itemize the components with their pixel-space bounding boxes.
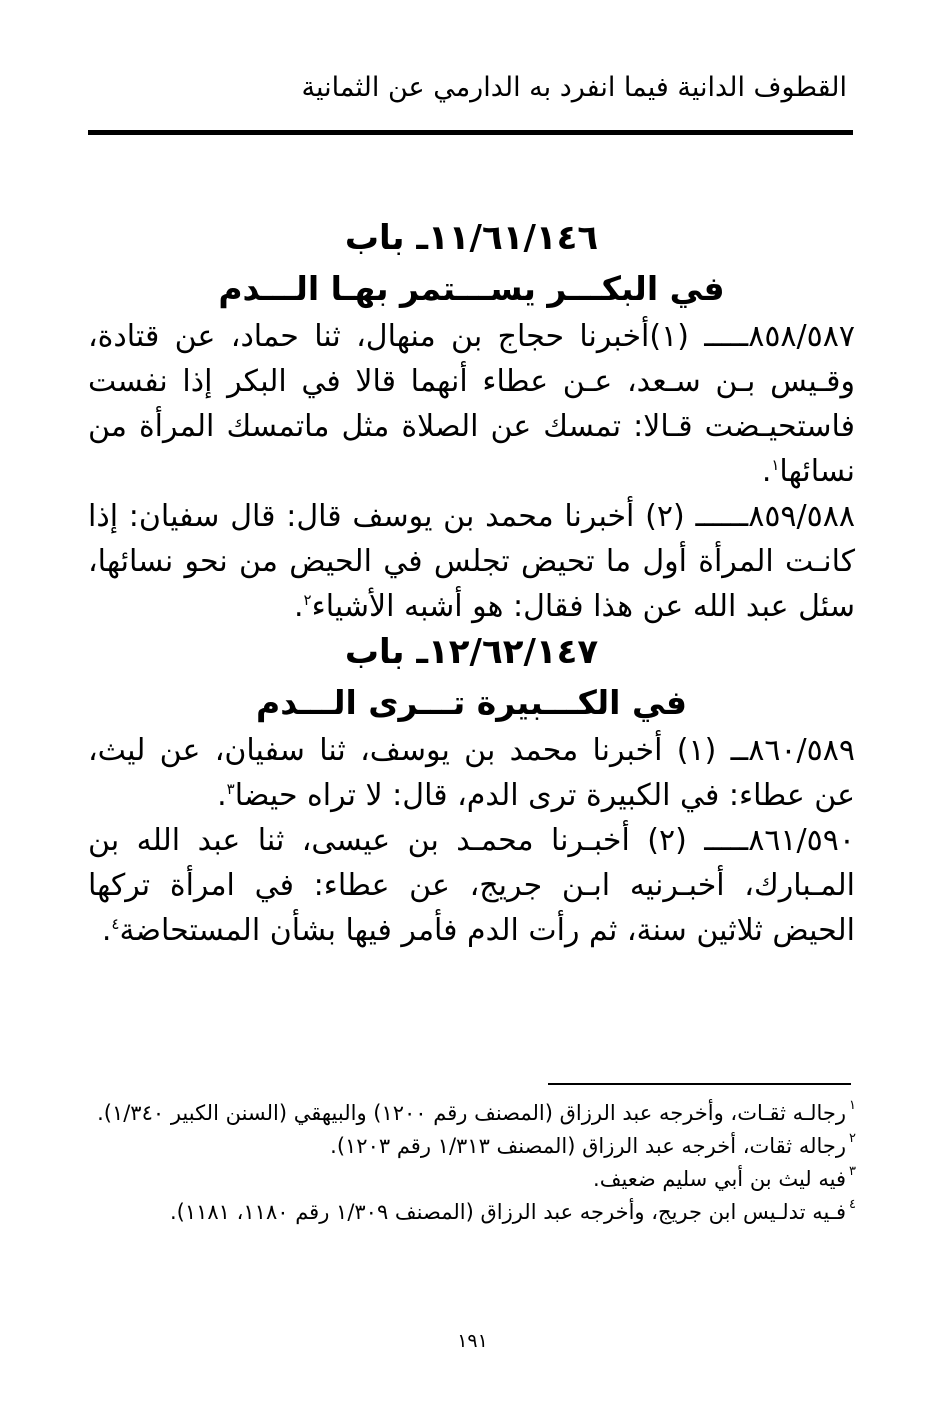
footnote (84, 1196, 856, 1229)
footnote-marker[interactable]: ٢ (303, 591, 312, 609)
footnote-marker[interactable]: ٣ (226, 780, 235, 798)
hadith-paragraph (88, 494, 855, 629)
footnote-text: فيه ليث بن أبي سليم ضعيف. (593, 1167, 846, 1191)
bab-heading: ١١/٦١/١٤٦ـ باب (344, 218, 599, 258)
section-2 (88, 626, 855, 953)
footnote-text: رجالـه ثقـات، وأخرجه عبد الرزاق (المصنف رقم ١٢٠٠) والبيهقي (السنن الكبير ١/٣٤٠). (97, 1101, 846, 1125)
footnote-number: ٤ (849, 1197, 856, 1212)
footnote-number: ٢ (849, 1131, 856, 1146)
footnote-number: ١ (849, 1098, 856, 1113)
footnote-text: فـيه تدلـيس ابن جريج، وأخرجه عبد الرزاق (المصنف ١/٣٠٩ رقم ١١٨٠، ١١٨١). (169, 1200, 846, 1224)
footnote-marker[interactable]: ١ (771, 456, 780, 474)
footnote-number: ٣ (849, 1164, 856, 1179)
paragraph-text: ٨٥٩/٥٨٨ــــــ (٢) أخبرنا محمد بن يوسف قال: قال سفيان: إذا كانـت المرأة أول ما تحيض تجلس في الحيض من نحو نسائها، سئل عبد الله عن هذا فقال: هو أشبه الأشياء (88, 499, 855, 624)
bab-title: في الكـــبيرة تـــرى الـــدم (256, 683, 687, 722)
footnote-marker[interactable]: ٤ (111, 915, 120, 933)
footnote (84, 1097, 856, 1130)
page-number: ١٩١ (457, 1330, 488, 1352)
bab-heading: ١٢/٦٢/١٤٧ـ باب (344, 632, 599, 672)
paragraph-ending: . (217, 778, 227, 813)
running-title: القطوف الدانية فيما انفرد به الدارمي عن الثمانية (301, 72, 847, 103)
footnote-separator (548, 1083, 851, 1085)
hadith-paragraph (88, 728, 855, 818)
hadith-paragraph (88, 818, 855, 953)
footnote (84, 1130, 856, 1163)
bab-title: في البكـــر يســـتمر بهـا الـــدم (218, 269, 725, 308)
footnote-text: رجاله ثقات، أخرجه عبد الرزاق (المصنف ١/٣١٣ رقم ١٢٠٣). (330, 1134, 846, 1158)
footnotes (84, 1097, 856, 1229)
header-rule (88, 130, 853, 135)
paragraph-ending: . (101, 913, 112, 948)
paragraph-ending: . (293, 589, 304, 624)
paragraph-text: ٨٦٠/٥٨٩ــ (١) أخبرنا محمد بن يوسف، ثنا سفيان، عن ليث، عن عطاء: في الكبيرة ترى الدم، قال: لا تراه حيضا (88, 733, 855, 813)
paragraph-ending: . (761, 454, 772, 489)
paragraph-text: ٨٥٨/٥٨٧ـــــ (١)أخبرنا حجاج بن منهال، ثنا حماد، عن قتادة، وقـيس بـن سـعد، عـن عطاء أنهما قالا في البكر إذا نفست فاستحيـضت قـالا: تمسك عن الصلاة مثل ماتمسك المرأة من نسائها (88, 319, 855, 489)
section-1 (88, 212, 855, 629)
paragraph-text: ٨٦١/٥٩٠ـــــ (٢) أخبـرنا محمـد بن عيسى، ثنا عبد الله بن المـبارك، أخبـرنيه ابـن جريج، عن عطاء: في امرأة تركها الحيض ثلاثين سنة، ثم رأت الدم فأمر فيها بشأن المستحاضة (88, 823, 855, 948)
hadith-paragraph (88, 314, 855, 494)
footnote (84, 1163, 856, 1196)
